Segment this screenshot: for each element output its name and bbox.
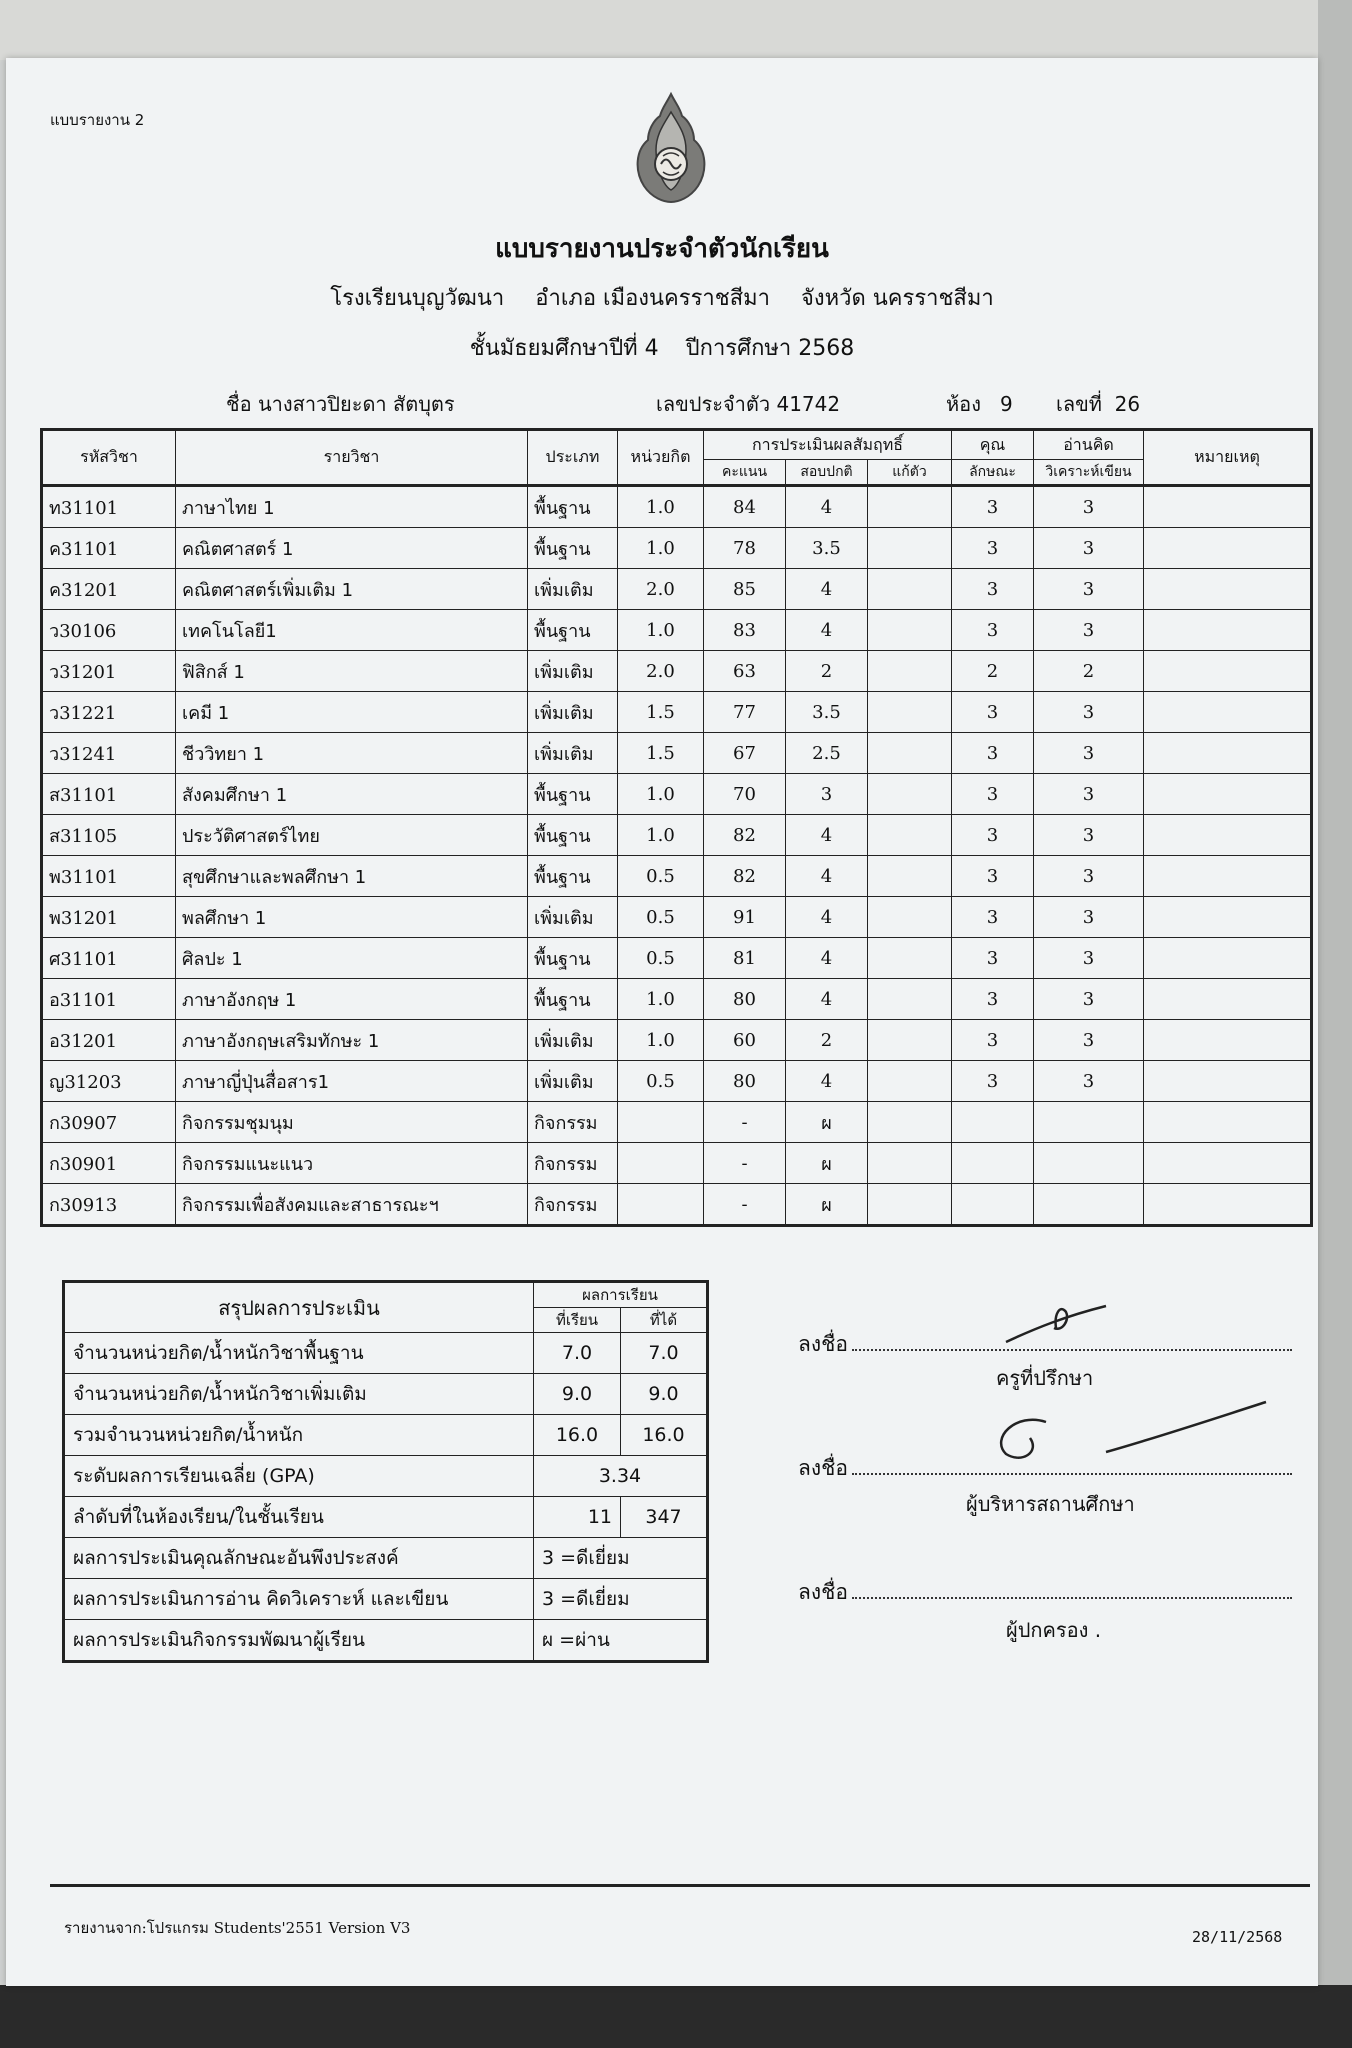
score-cell: 82: [704, 815, 786, 856]
code-cell: ก30907: [42, 1102, 176, 1143]
student-id-field: [656, 388, 840, 420]
remark-cell: [1144, 897, 1312, 938]
reading-cell: 3: [1034, 692, 1144, 733]
code-cell: ว31221: [42, 692, 176, 733]
remark-cell: [1144, 1102, 1312, 1143]
type-cell: พื้นฐาน: [528, 815, 618, 856]
retake-cell: [868, 938, 952, 979]
credit-cell: 1.5: [618, 692, 704, 733]
code-cell: ศ31101: [42, 938, 176, 979]
advisor-signature-mark: [996, 1298, 1136, 1348]
retake-cell: [868, 1061, 952, 1102]
summary-row: [64, 1333, 708, 1374]
summary-row: [64, 1579, 708, 1620]
credit-cell: 1.0: [618, 528, 704, 569]
subject-cell: กิจกรรมชุมนุม: [176, 1102, 528, 1143]
report-title: แบบรายงานประจำตัวนักเรียน: [495, 234, 829, 264]
credit-cell: [618, 1184, 704, 1226]
grade-cell: 3: [786, 774, 868, 815]
credit-cell: 2.0: [618, 651, 704, 692]
retake-cell: [868, 1143, 952, 1184]
remark-cell: [1144, 528, 1312, 569]
parent-role: ผู้ปกครอง .: [1006, 1618, 1102, 1642]
grade-cell: ผ: [786, 1143, 868, 1184]
director-sign-label: ลงชื่อ: [798, 1456, 848, 1480]
student-room-field: [946, 388, 1013, 420]
retake-cell: [868, 1102, 952, 1143]
code-cell: ก30901: [42, 1143, 176, 1184]
table-row: [42, 815, 1312, 856]
grade-cell: 2.5: [786, 733, 868, 774]
remark-cell: [1144, 774, 1312, 815]
subject-cell: สังคมศึกษา 1: [176, 774, 528, 815]
retake-cell: [868, 979, 952, 1020]
summary-earned-header: ที่ได้: [621, 1308, 708, 1333]
retake-cell: [868, 856, 952, 897]
student-name-field: [226, 388, 455, 420]
grade-cell: 3.5: [786, 692, 868, 733]
room-number: 9: [1000, 392, 1013, 416]
type-cell: พื้นฐาน: [528, 774, 618, 815]
student-name: นางสาวปิยะดา สัตบุตร: [257, 392, 455, 416]
grade-cell: 2: [786, 651, 868, 692]
subject-cell: ภาษาอังกฤษ 1: [176, 979, 528, 1020]
code-cell: ว31241: [42, 733, 176, 774]
trait-cell: [952, 1102, 1034, 1143]
subject-cell: คณิตศาสตร์ 1: [176, 528, 528, 569]
retake-cell: [868, 486, 952, 528]
code-cell: อ31101: [42, 979, 176, 1020]
retake-cell: [868, 815, 952, 856]
trait-cell: 3: [952, 774, 1034, 815]
reading-cell: 3: [1034, 733, 1144, 774]
header-code: รหัสวิชา: [42, 430, 176, 486]
director-signature-mark: [976, 1398, 1276, 1468]
grade-cell: 3.5: [786, 528, 868, 569]
summary-row: [64, 1538, 708, 1579]
retake-cell: [868, 1020, 952, 1061]
reading-cell: 2: [1034, 651, 1144, 692]
trait-cell: 3: [952, 979, 1034, 1020]
table-row: [42, 486, 1312, 528]
reading-cell: 3: [1034, 979, 1144, 1020]
score-cell: -: [704, 1102, 786, 1143]
subject-cell: ชีววิทยา 1: [176, 733, 528, 774]
dotted-line: [852, 1467, 1292, 1475]
credit-cell: 1.0: [618, 979, 704, 1020]
reading-cell: [1034, 1102, 1144, 1143]
header-assessment: การประเมินผลสัมฤทธิ์: [704, 430, 952, 460]
header-type: ประเภท: [528, 430, 618, 486]
subject-cell: เทคโนโลยี1: [176, 610, 528, 651]
seat-number: 26: [1114, 392, 1141, 416]
credit-cell: 1.0: [618, 774, 704, 815]
type-cell: เพิ่มเติม: [528, 569, 618, 610]
code-cell: ว30106: [42, 610, 176, 651]
credit-cell: 1.0: [618, 815, 704, 856]
header-grade: สอบปกติ: [786, 460, 868, 486]
grade-cell: 4: [786, 979, 868, 1020]
trait-cell: 3: [952, 733, 1034, 774]
summary-trait-label: ผลการประเมินคุณลักษณะอันพึงประสงค์: [64, 1538, 534, 1579]
credit-cell: 1.5: [618, 733, 704, 774]
header-retake: แก้ตัว: [868, 460, 952, 486]
student-id-label: เลขประจำตัว: [656, 392, 771, 416]
summary-row: [64, 1620, 708, 1662]
trait-cell: 3: [952, 815, 1034, 856]
score-cell: 60: [704, 1020, 786, 1061]
remark-cell: [1144, 1143, 1312, 1184]
summary-rank-room: 11: [534, 1497, 621, 1538]
grade-cell: 4: [786, 856, 868, 897]
type-cell: พื้นฐาน: [528, 856, 618, 897]
score-cell: 84: [704, 486, 786, 528]
trait-cell: [952, 1184, 1034, 1226]
header-reading-top: อ่านคิด: [1034, 430, 1144, 460]
reading-cell: 3: [1034, 1020, 1144, 1061]
subject-cell: คณิตศาสตร์เพิ่มเติม 1: [176, 569, 528, 610]
summary-extra-earned: 9.0: [621, 1374, 708, 1415]
number-label: เลขที่: [1056, 392, 1102, 416]
summary-enrolled-header: ที่เรียน: [534, 1308, 621, 1333]
code-cell: อ31201: [42, 1020, 176, 1061]
subject-cell: กิจกรรมแนะแนว: [176, 1143, 528, 1184]
trait-cell: 3: [952, 856, 1034, 897]
reading-cell: 3: [1034, 1061, 1144, 1102]
grade-cell: ผ: [786, 1102, 868, 1143]
grade-cell: 4: [786, 938, 868, 979]
type-cell: เพิ่มเติม: [528, 1061, 618, 1102]
retake-cell: [868, 610, 952, 651]
summary-total-label: รวมจำนวนหน่วยกิต/น้ำหนัก: [64, 1415, 534, 1456]
reading-cell: 3: [1034, 610, 1144, 651]
student-id: 41742: [776, 392, 841, 416]
trait-cell: 2: [952, 651, 1034, 692]
grade-cell: 4: [786, 897, 868, 938]
summary-read-label: ผลการประเมินการอ่าน คิดวิเคราะห์ และเขียน: [64, 1579, 534, 1620]
table-row: [42, 1061, 1312, 1102]
grade-cell: 2: [786, 1020, 868, 1061]
score-cell: 83: [704, 610, 786, 651]
trait-cell: 3: [952, 938, 1034, 979]
table-row: [42, 979, 1312, 1020]
grade-cell: 4: [786, 815, 868, 856]
retake-cell: [868, 528, 952, 569]
type-cell: เพิ่มเติม: [528, 897, 618, 938]
credit-cell: [618, 1102, 704, 1143]
level-line: [6, 330, 1318, 365]
table-row: [42, 1102, 1312, 1143]
reading-cell: 3: [1034, 528, 1144, 569]
reading-cell: 3: [1034, 856, 1144, 897]
table-row: [42, 1184, 1312, 1226]
remark-cell: [1144, 569, 1312, 610]
grades-table: [40, 428, 1313, 1227]
credit-cell: 0.5: [618, 938, 704, 979]
subject-cell: กิจกรรมเพื่อสังคมและสาธารณะฯ: [176, 1184, 528, 1226]
trait-cell: 3: [952, 1061, 1034, 1102]
trait-cell: [952, 1143, 1034, 1184]
summary-title: สรุปผลการประเมิน: [64, 1282, 534, 1333]
score-cell: 82: [704, 856, 786, 897]
table-row: [42, 856, 1312, 897]
summary-basic-label: จำนวนหน่วยกิต/น้ำหนักวิชาพื้นฐาน: [64, 1333, 534, 1374]
table-row: [42, 528, 1312, 569]
header-credit: หน่วยกิต: [618, 430, 704, 486]
school-district: อำเภอ เมืองนครราชสีมา: [535, 286, 770, 311]
form-number: แบบรายงาน 2: [50, 111, 145, 129]
summary-trait-value: 3 =ดีเยี่ยม: [534, 1538, 708, 1579]
trait-cell: 3: [952, 897, 1034, 938]
grade-cell: 4: [786, 569, 868, 610]
grades-body: [42, 486, 1312, 1226]
header-trait-bottom: ลักษณะ: [952, 460, 1034, 486]
student-name-label: ชื่อ: [226, 392, 252, 416]
trait-cell: 3: [952, 692, 1034, 733]
subject-cell: ภาษาไทย 1: [176, 486, 528, 528]
reading-cell: [1034, 1143, 1144, 1184]
background-bottom: [0, 1985, 1352, 2048]
summary-extra-enrolled: 9.0: [534, 1374, 621, 1415]
table-row: [42, 1020, 1312, 1061]
summary-basic-enrolled: 7.0: [534, 1333, 621, 1374]
advisor-sign-label: ลงชื่อ: [798, 1332, 848, 1356]
summary-activity-label: ผลการประเมินกิจกรรมพัฒนาผู้เรียน: [64, 1620, 534, 1662]
remark-cell: [1144, 692, 1312, 733]
grade-level: ชั้นมัธยมศึกษาปีที่ 4: [469, 336, 659, 361]
summary-activity-value: ผ =ผ่าน: [534, 1620, 708, 1662]
advisor-role: ครูที่ปรึกษา: [996, 1366, 1094, 1390]
header-subject: รายวิชา: [176, 430, 528, 486]
school-line: [6, 280, 1318, 315]
summary-total-enrolled: 16.0: [534, 1415, 621, 1456]
trait-cell: 3: [952, 569, 1034, 610]
subject-cell: ศิลปะ 1: [176, 938, 528, 979]
type-cell: เพิ่มเติม: [528, 1020, 618, 1061]
summary-gpa-value: 3.34: [534, 1456, 708, 1497]
footer-divider: [50, 1884, 1310, 1887]
type-cell: เพิ่มเติม: [528, 692, 618, 733]
type-cell: กิจกรรม: [528, 1143, 618, 1184]
type-cell: พื้นฐาน: [528, 486, 618, 528]
reading-cell: 3: [1034, 569, 1144, 610]
summary-rank-label: ลำดับที่ในห้องเรียน/ในชั้นเรียน: [64, 1497, 534, 1538]
code-cell: ญ31203: [42, 1061, 176, 1102]
table-row: [42, 938, 1312, 979]
reading-cell: [1034, 1184, 1144, 1226]
table-row: [42, 733, 1312, 774]
reading-cell: 3: [1034, 774, 1144, 815]
summary-row: [64, 1456, 708, 1497]
retake-cell: [868, 774, 952, 815]
subject-cell: ภาษาญี่ปุ่นสื่อสาร1: [176, 1061, 528, 1102]
remark-cell: [1144, 815, 1312, 856]
code-cell: ส31101: [42, 774, 176, 815]
grade-cell: 4: [786, 610, 868, 651]
remark-cell: [1144, 1061, 1312, 1102]
score-cell: 91: [704, 897, 786, 938]
credit-cell: 0.5: [618, 897, 704, 938]
school-seal-icon: [626, 90, 716, 210]
retake-cell: [868, 569, 952, 610]
credit-cell: 0.5: [618, 1061, 704, 1102]
score-cell: 80: [704, 979, 786, 1020]
report-page: [6, 58, 1318, 1986]
remark-cell: [1144, 979, 1312, 1020]
subject-cell: ฟิสิกส์ 1: [176, 651, 528, 692]
credit-cell: 2.0: [618, 569, 704, 610]
type-cell: เพิ่มเติม: [528, 651, 618, 692]
credit-cell: [618, 1143, 704, 1184]
remark-cell: [1144, 1184, 1312, 1226]
retake-cell: [868, 733, 952, 774]
score-cell: 85: [704, 569, 786, 610]
summary-result-header: ผลการเรียน: [534, 1282, 708, 1308]
reading-cell: 3: [1034, 815, 1144, 856]
type-cell: เพิ่มเติม: [528, 733, 618, 774]
code-cell: ส31105: [42, 815, 176, 856]
subject-cell: พลศึกษา 1: [176, 897, 528, 938]
score-cell: 67: [704, 733, 786, 774]
type-cell: พื้นฐาน: [528, 528, 618, 569]
trait-cell: 3: [952, 610, 1034, 651]
table-row: [42, 774, 1312, 815]
header-reading-bottom: วิเคราะห์เขียน: [1034, 460, 1144, 486]
subject-cell: ประวัติศาสตร์ไทย: [176, 815, 528, 856]
summary-extra-label: จำนวนหน่วยกิต/น้ำหนักวิชาเพิ่มเติม: [64, 1374, 534, 1415]
student-number-field: [1056, 388, 1140, 420]
reading-cell: 3: [1034, 486, 1144, 528]
type-cell: พื้นฐาน: [528, 979, 618, 1020]
subject-cell: สุขศึกษาและพลศึกษา 1: [176, 856, 528, 897]
reading-cell: 3: [1034, 897, 1144, 938]
header-remark: หมายเหตุ: [1144, 430, 1312, 486]
table-row: [42, 651, 1312, 692]
summary-total-earned: 16.0: [621, 1415, 708, 1456]
credit-cell: 1.0: [618, 1020, 704, 1061]
trait-cell: 3: [952, 528, 1034, 569]
type-cell: พื้นฐาน: [528, 610, 618, 651]
remark-cell: [1144, 733, 1312, 774]
score-cell: 70: [704, 774, 786, 815]
remark-cell: [1144, 1020, 1312, 1061]
remark-cell: [1144, 610, 1312, 651]
type-cell: พื้นฐาน: [528, 938, 618, 979]
footer-date: 28/11/2568: [1192, 1928, 1283, 1946]
grade-cell: 4: [786, 486, 868, 528]
dotted-line: [852, 1591, 1292, 1599]
director-role: ผู้บริหารสถานศึกษา: [966, 1492, 1135, 1516]
credit-cell: 1.0: [618, 486, 704, 528]
room-label: ห้อง: [946, 392, 981, 416]
summary-table: [62, 1280, 709, 1663]
summary-rank-class: 347: [621, 1497, 708, 1538]
table-row: [42, 897, 1312, 938]
code-cell: ท31101: [42, 486, 176, 528]
retake-cell: [868, 1184, 952, 1226]
table-row: [42, 1143, 1312, 1184]
code-cell: ค31201: [42, 569, 176, 610]
retake-cell: [868, 692, 952, 733]
remark-cell: [1144, 938, 1312, 979]
background-right: [1318, 0, 1352, 2048]
header-trait-top: คุณ: [952, 430, 1034, 460]
summary-row: [64, 1497, 708, 1538]
code-cell: พ31101: [42, 856, 176, 897]
footer-program: รายงานจาก:โปรแกรม Students'2551 Version V3: [64, 1919, 411, 1937]
parent-signature-line: [798, 1576, 1292, 1609]
type-cell: กิจกรรม: [528, 1102, 618, 1143]
remark-cell: [1144, 651, 1312, 692]
remark-cell: [1144, 856, 1312, 897]
background-top: [0, 0, 1352, 60]
code-cell: พ31201: [42, 897, 176, 938]
score-cell: -: [704, 1184, 786, 1226]
score-cell: 77: [704, 692, 786, 733]
grade-cell: 4: [786, 1061, 868, 1102]
table-row: [42, 569, 1312, 610]
academic-year: ปีการศึกษา 2568: [685, 336, 855, 361]
table-row: [42, 692, 1312, 733]
school-name: โรงเรียนบุญวัฒนา: [330, 286, 505, 311]
score-cell: 80: [704, 1061, 786, 1102]
summary-read-value: 3 =ดีเยี่ยม: [534, 1579, 708, 1620]
credit-cell: 0.5: [618, 856, 704, 897]
parent-sign-label: ลงชื่อ: [798, 1580, 848, 1604]
score-cell: -: [704, 1143, 786, 1184]
score-cell: 78: [704, 528, 786, 569]
subject-cell: เคมี 1: [176, 692, 528, 733]
summary-basic-earned: 7.0: [621, 1333, 708, 1374]
retake-cell: [868, 897, 952, 938]
score-cell: 63: [704, 651, 786, 692]
remark-cell: [1144, 486, 1312, 528]
header-score: คะแนน: [704, 460, 786, 486]
school-province: จังหวัด นครราชสีมา: [800, 286, 994, 311]
subject-cell: ภาษาอังกฤษเสริมทักษะ 1: [176, 1020, 528, 1061]
trait-cell: 3: [952, 486, 1034, 528]
trait-cell: 3: [952, 1020, 1034, 1061]
score-cell: 81: [704, 938, 786, 979]
code-cell: ก30913: [42, 1184, 176, 1226]
reading-cell: 3: [1034, 938, 1144, 979]
code-cell: ค31101: [42, 528, 176, 569]
summary-gpa-label: ระดับผลการเรียนเฉลี่ย (GPA): [64, 1456, 534, 1497]
code-cell: ว31201: [42, 651, 176, 692]
retake-cell: [868, 651, 952, 692]
summary-row: [64, 1374, 708, 1415]
summary-row: [64, 1415, 708, 1456]
table-row: [42, 610, 1312, 651]
credit-cell: 1.0: [618, 610, 704, 651]
grade-cell: ผ: [786, 1184, 868, 1226]
type-cell: กิจกรรม: [528, 1184, 618, 1226]
